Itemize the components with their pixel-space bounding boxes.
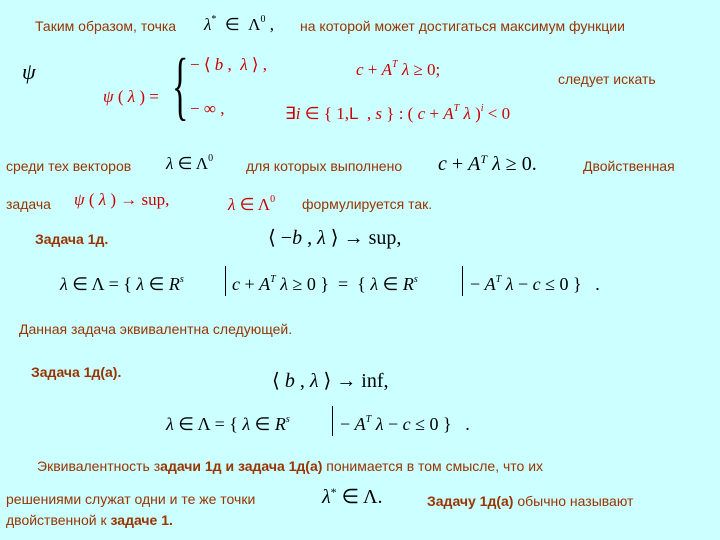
intro-text: Таким образом, точка — [35, 18, 177, 34]
line4-end: формулируется так. — [302, 196, 433, 212]
para-line1: Эквивалентность задачи 1д и задача 1д(а) понимается в том смысле, что их — [37, 458, 544, 474]
dual-constraint: $c + A^T$ λ ≥ 0. — [438, 152, 537, 175]
line4-start: задача — [6, 196, 51, 212]
task-1da-label: Задача 1д(а). — [31, 364, 122, 380]
case-brace: { — [172, 44, 189, 128]
case2-cond: ∃i ∈ { 1,L , s } : ( $c + A^T$ λ )$^i$ < 0 — [285, 103, 511, 123]
search-text: следует искать — [558, 71, 656, 87]
lambda-star-formula: λ* ∈ $\Lambda^0$ , — [204, 14, 275, 34]
psi-lhs: ψ ( λ ) = — [103, 87, 159, 106]
para-line2: решениями служат одни и те же точки — [6, 491, 256, 507]
lambda-in-lambda0-red: λ ∈ $\Lambda^0$ — [228, 194, 276, 214]
lambda-in-lambda0: λ ∈ $\Lambda^0$ — [166, 153, 214, 173]
task-1d-label: Задача 1д. — [35, 231, 109, 247]
case1-cond: $c + A^T$ λ ≥ 0; — [356, 59, 441, 79]
line3-start: среди тех векторов — [6, 158, 132, 174]
task-1d-objective: ⟨ −b , λ ⟩ → sup, — [268, 227, 402, 249]
equivalence-text: Данная задача эквивалентна следующей. — [19, 321, 293, 337]
para-line3: двойственной к задаче 1. — [6, 512, 173, 528]
para-line2-end: Задачу 1д(а) обычно называют — [427, 493, 634, 509]
case2-value: − ∞ , — [190, 99, 225, 118]
psi-symbol: ψ — [22, 59, 36, 84]
lambda-star-final: λ* ∈ Λ. — [322, 485, 383, 508]
case1-value: − ⟨ b , λ ⟩ , — [190, 55, 267, 74]
psi-sup-formula: ψ ( λ ) → sup, — [74, 190, 170, 209]
task-1da-objective: ⟨ b , λ ⟩ → inf, — [272, 370, 389, 392]
line3-mid: для которых выполнено — [246, 158, 403, 174]
intro-text-end: на которой может достигаться максимум функции — [300, 18, 625, 34]
line3-end: Двойственная — [583, 158, 675, 174]
